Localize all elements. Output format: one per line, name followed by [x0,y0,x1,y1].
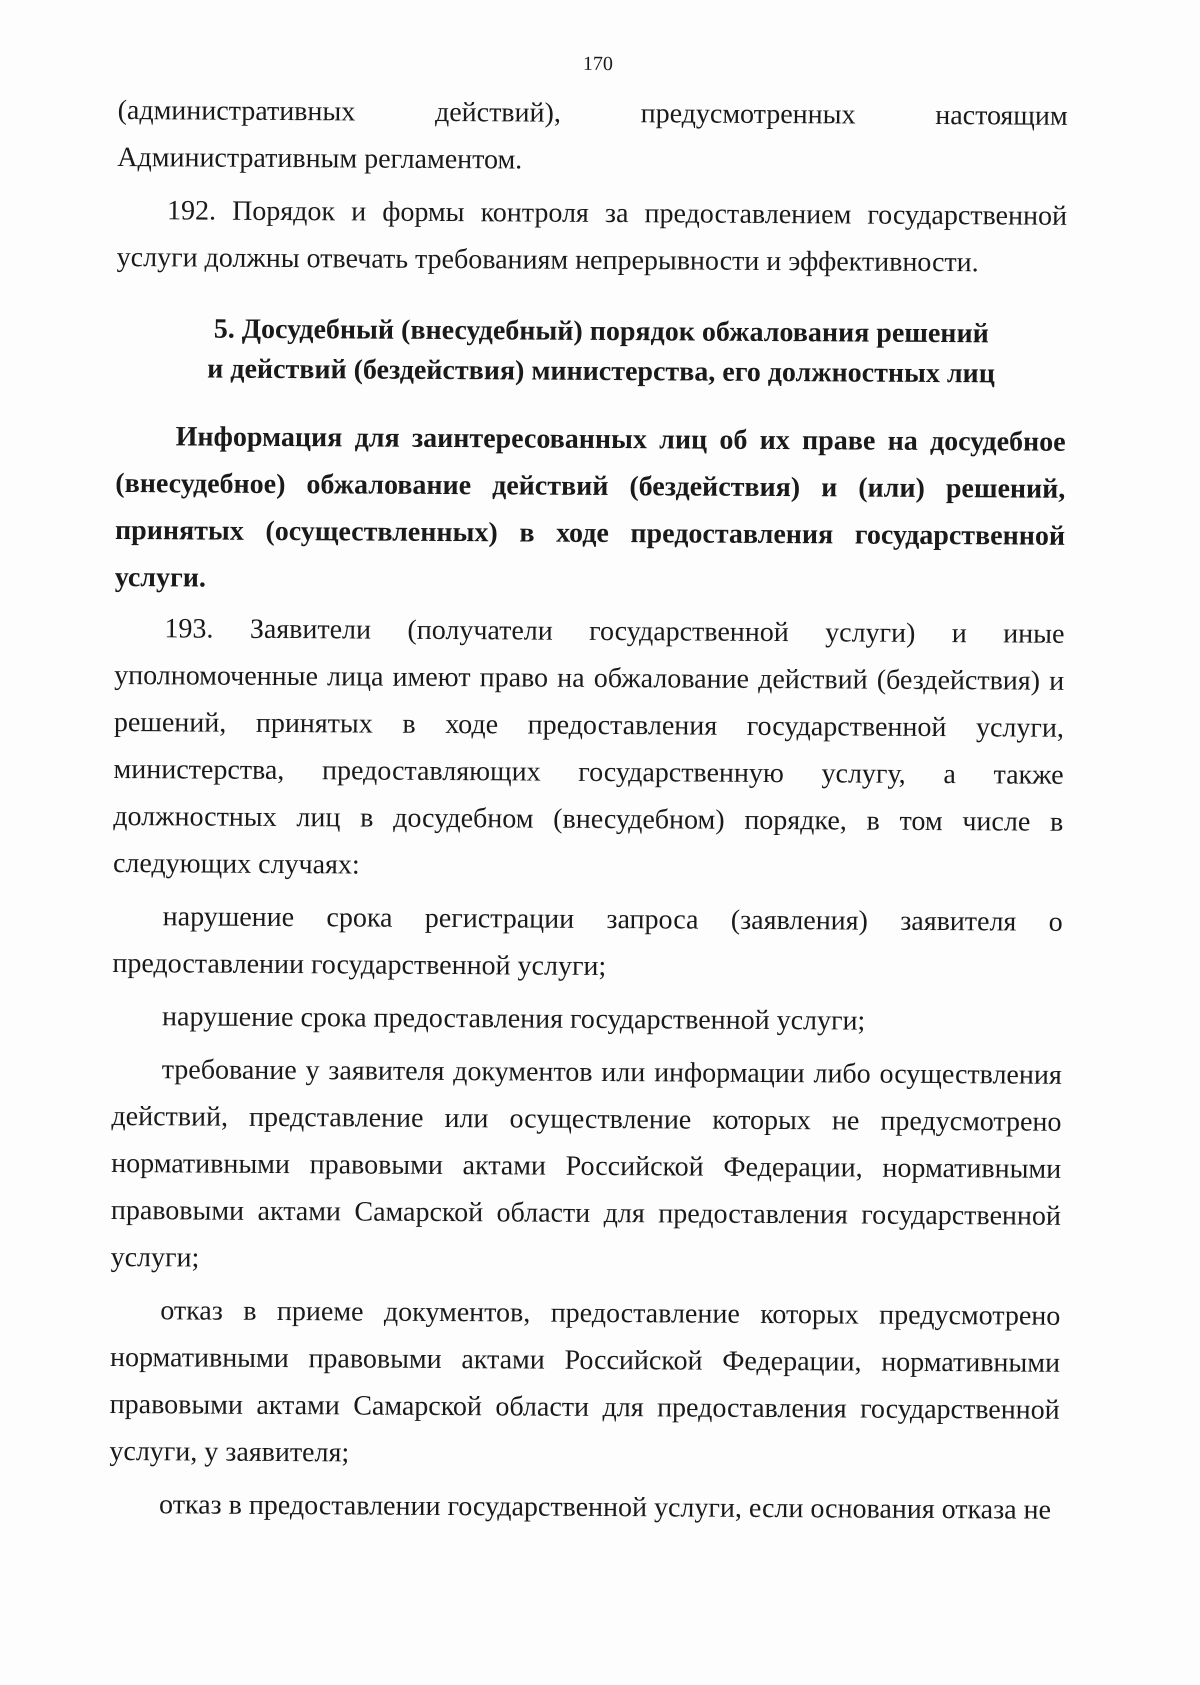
list-item-service-refusal: отказ в предоставлении государственной услуги, если основания отказа не [159,1489,1052,1526]
paragraph-continuation-rest: Административным регламентом. [117,141,523,176]
list-item-registration-violation: нарушение срока регистрации запроса (заявления) заявителя о предоставлении государственной услуги; [112,901,1063,982]
section-heading [116,309,1066,395]
list-item-document-requirement: требование у заявителя документов или информации либо осуществления действий, представление или осуществление которых не предусмотрено нормативными правовыми актами Российской Федерации, нормативными правовыми актами Самарской области для предоставления государственной услуги; [110,1054,1062,1274]
list-item-term-violation: нарушение срока предоставления государственной услуги; [162,1001,866,1037]
page-content [109,50,1068,1534]
section-heading-line-2: и действий (бездействия) министерства, его должностных лиц [207,353,995,390]
section-heading-line-1: 5. Досудебный (внесудебный) порядок обжалования решений [213,313,989,350]
list-item-document-refusal: отказ в приеме документов, предоставление которых предусмотрено нормативными правовыми актами Российской Федерации, нормативными правовыми актами Самарской области для предоставления государственной услуги, у заявителя; [109,1295,1061,1469]
subsection-heading: Информация для заинтересованных лиц об их праве на досудебное (внесудебное) обжалование действий (бездействия) и (или) решений, принятых (осуществленных) в ходе предоставления государственной услуги. [114,421,1066,594]
page-number: 170 [582,52,613,76]
paragraph-continuation-line: (административных действий), предусмотренных настоящим [117,94,1068,132]
paragraph-192: 192. Порядок и формы контроля за предоставлением государственной услуги должны отвечать требованиям непрерывности и эффективности. [116,195,1068,279]
paragraph-193: 193. Заявители (получатели государственной услуги) и иные уполномоченные лица имеют право на обжалование действий (бездействия) и решений, принятых в ходе предоставления государственной услуги, министерства, предоставляющих государственную услугу, а также должностных лиц в досудебном (внесудебном) порядке, в том числе в следующих случаях: [112,613,1065,881]
